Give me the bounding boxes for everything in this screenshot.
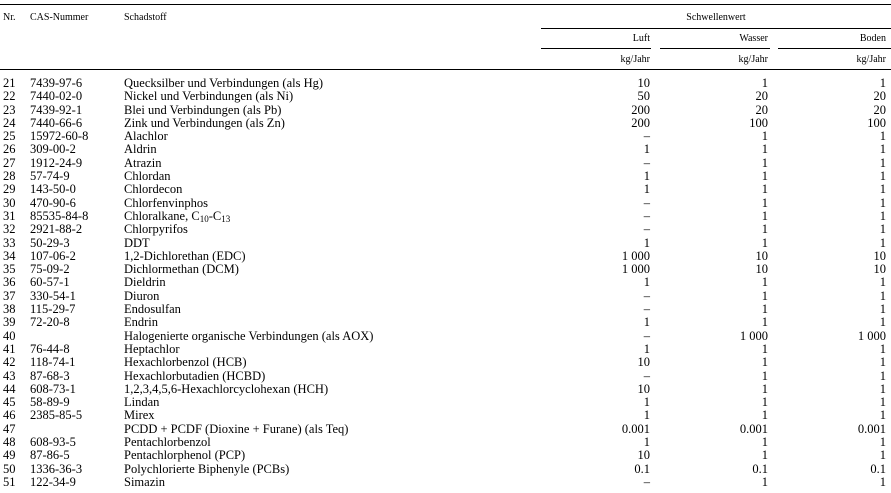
table-row: [0, 237, 891, 250]
row-boden-value: 0.1: [870, 461, 886, 476]
table-row: [0, 263, 891, 276]
row-number: 22: [3, 89, 16, 104]
row-cas-number: 72-20-8: [30, 315, 70, 330]
row-cas-number: 115-29-7: [30, 302, 76, 317]
row-cas-number: 15972-60-8: [30, 129, 89, 144]
subscript: 13: [221, 213, 231, 224]
row-number: 42: [3, 355, 16, 370]
row-cas-number: 1912-24-9: [30, 155, 83, 170]
row-wasser-value: 0.001: [739, 421, 768, 436]
row-wasser-value: 1: [761, 435, 768, 450]
table-row: [0, 330, 891, 343]
row-number: 31: [3, 208, 16, 223]
row-luft-value: 1: [643, 435, 650, 450]
row-number: 39: [3, 315, 16, 330]
row-substance: Simazin: [124, 474, 165, 489]
unit-luft: kg/Jahr: [620, 54, 650, 65]
row-cas-number: 1336-36-3: [30, 461, 83, 476]
table-row: [0, 77, 891, 90]
table-row: [0, 210, 891, 223]
row-boden-value: 1: [879, 448, 886, 463]
header-substance: Schadstoff: [124, 12, 167, 23]
row-cas-number: 309-00-2: [30, 142, 76, 157]
row-number: 34: [3, 248, 16, 263]
row-cas-number: 143-50-0: [30, 182, 76, 197]
row-boden-value: 1: [879, 341, 886, 356]
row-luft-value: –: [643, 328, 650, 343]
row-cas-number: 608-73-1: [30, 381, 76, 396]
row-wasser-value: 20: [755, 102, 768, 117]
row-boden-value: 100: [867, 115, 886, 130]
row-substance: Blei und Verbindungen (als Pb): [124, 102, 282, 117]
table-row: [0, 143, 891, 156]
row-boden-value: 10: [873, 248, 886, 263]
row-number: 40: [3, 328, 16, 343]
substance-text: -C: [208, 208, 222, 223]
row-boden-value: 1: [879, 182, 886, 197]
table-row: [0, 290, 891, 303]
row-cas-number: 107-06-2: [30, 248, 76, 263]
row-substance: Heptachlor: [124, 341, 180, 356]
row-number: 43: [3, 368, 16, 383]
row-number: 46: [3, 408, 16, 423]
row-boden-value: 1 000: [857, 328, 886, 343]
row-substance: PCDD + PCDF (Dioxine + Furane) (als Teq): [124, 421, 349, 436]
row-luft-value: 10: [637, 381, 650, 396]
row-substance: Dichlormethan (DCM): [124, 262, 239, 277]
row-luft-value: 10: [637, 355, 650, 370]
row-number: 28: [3, 169, 16, 184]
row-substance: Chlorfenvinphos: [124, 195, 209, 210]
row-luft-value: –: [643, 368, 650, 383]
row-luft-value: 0.1: [634, 461, 650, 476]
row-boden-value: 1: [879, 235, 886, 250]
row-luft-value: 1: [643, 142, 650, 157]
row-cas-number: 7440-02-0: [30, 89, 83, 104]
row-luft-value: –: [643, 222, 650, 237]
row-wasser-value: 1: [761, 302, 768, 317]
row-number: 27: [3, 155, 16, 170]
row-luft-value: 1: [643, 235, 650, 250]
row-cas-number: 85535-84-8: [30, 208, 89, 223]
row-cas-number: 58-89-9: [30, 395, 70, 410]
row-luft-value: 10: [637, 76, 650, 90]
table-row: [0, 303, 891, 316]
table-row: [0, 343, 891, 356]
row-luft-value: 1: [643, 182, 650, 197]
row-substance: Chlordan: [124, 169, 171, 184]
row-luft-value: –: [643, 155, 650, 170]
row-boden-value: 1: [879, 155, 886, 170]
header-cas: CAS-Nummer: [30, 12, 89, 23]
row-luft-value: 1: [643, 169, 650, 184]
table-top-rule: [0, 4, 891, 5]
row-boden-value: 20: [873, 102, 886, 117]
row-wasser-value: 0.1: [752, 461, 768, 476]
table-row: [0, 90, 891, 103]
table-row: [0, 250, 891, 263]
row-luft-value: 1: [643, 395, 650, 410]
row-wasser-value: 1: [761, 222, 768, 237]
row-wasser-value: 1: [761, 275, 768, 290]
row-cas-number: 76-44-8: [30, 341, 70, 356]
row-boden-value: 1: [879, 302, 886, 317]
row-number: 30: [3, 195, 16, 210]
table-row: [0, 183, 891, 196]
row-boden-value: 1: [879, 195, 886, 210]
row-substance: Polychlorierte Biphenyle (PCBs): [124, 461, 290, 476]
row-number: 45: [3, 395, 16, 410]
row-boden-value: 1: [879, 315, 886, 330]
row-substance: Pentachlorbenzol: [124, 435, 211, 450]
row-boden-value: 1: [879, 288, 886, 303]
table-row: [0, 316, 891, 329]
threshold-rule: [541, 28, 891, 29]
row-wasser-value: 1: [761, 315, 768, 330]
row-boden-value: 1: [879, 408, 886, 423]
row-wasser-value: 10: [755, 262, 768, 277]
table-row: [0, 423, 891, 436]
row-number: 47: [3, 421, 16, 436]
table-row: [0, 356, 891, 369]
row-number: 32: [3, 222, 16, 237]
row-cas-number: 330-54-1: [30, 288, 76, 303]
row-luft-value: 1 000: [621, 262, 650, 277]
row-boden-value: 1: [879, 381, 886, 396]
row-boden-value: 1: [879, 76, 886, 90]
header-boden: Boden: [859, 33, 886, 44]
row-number: 21: [3, 76, 16, 90]
row-boden-value: 1: [879, 275, 886, 290]
row-number: 37: [3, 288, 16, 303]
row-boden-value: 1: [879, 435, 886, 450]
row-luft-value: 1: [643, 275, 650, 290]
row-substance: Pentachlorphenol (PCP): [124, 448, 246, 463]
row-cas-number: 122-34-9: [30, 474, 76, 489]
row-substance: Chlordecon: [124, 182, 183, 197]
row-cas-number: 608-93-5: [30, 435, 76, 450]
row-substance: Lindan: [124, 395, 160, 410]
row-boden-value: 20: [873, 89, 886, 104]
row-wasser-value: 1: [761, 355, 768, 370]
row-wasser-value: 100: [749, 115, 768, 130]
row-luft-value: –: [643, 208, 650, 223]
row-number: 25: [3, 129, 16, 144]
substance-table-body: [0, 77, 891, 489]
row-wasser-value: 1: [761, 208, 768, 223]
row-wasser-value: 1: [761, 235, 768, 250]
row-boden-value: 1: [879, 129, 886, 144]
table-row: [0, 409, 891, 422]
row-cas-number: 7439-97-6: [30, 76, 83, 90]
row-cas-number: 57-74-9: [30, 169, 70, 184]
row-substance: Chlorpyrifos: [124, 222, 188, 237]
row-luft-value: 50: [637, 89, 650, 104]
row-substance: Halogenierte organische Verbindungen (als AOX): [124, 328, 374, 343]
row-wasser-value: 1: [761, 381, 768, 396]
table-row: [0, 276, 891, 289]
table-row: [0, 370, 891, 383]
row-cas-number: 470-90-6: [30, 195, 76, 210]
row-wasser-value: 1: [761, 474, 768, 489]
row-cas-number: 60-57-1: [30, 275, 70, 290]
table-row: [0, 117, 891, 130]
row-wasser-value: 1: [761, 341, 768, 356]
table-row: [0, 463, 891, 476]
row-wasser-value: 1: [761, 395, 768, 410]
row-number: 49: [3, 448, 16, 463]
row-substance: Zink und Verbindungen (als Zn): [124, 115, 285, 130]
row-boden-value: 1: [879, 169, 886, 184]
row-substance: Diuron: [124, 288, 160, 303]
row-wasser-value: 1: [761, 76, 768, 90]
row-wasser-value: 1: [761, 368, 768, 383]
row-number: 35: [3, 262, 16, 277]
row-cas-number: 75-09-2: [30, 262, 70, 277]
row-luft-value: –: [643, 302, 650, 317]
table-row: [0, 449, 891, 462]
boden-rule: [778, 48, 891, 49]
header-wasser: Wasser: [739, 33, 768, 44]
row-substance: Alachlor: [124, 129, 168, 144]
row-number: 51: [3, 474, 16, 489]
table-row: [0, 476, 891, 489]
header-nr: Nr.: [3, 12, 16, 23]
luft-rule: [541, 48, 651, 49]
row-substance: Hexachlorbenzol (HCB): [124, 355, 247, 370]
header-luft: Luft: [632, 33, 650, 44]
row-number: 48: [3, 435, 16, 450]
row-luft-value: 1: [643, 408, 650, 423]
row-cas-number: 7440-66-6: [30, 115, 83, 130]
row-number: 26: [3, 142, 16, 157]
table-row: [0, 436, 891, 449]
table-row: [0, 130, 891, 143]
row-substance: Atrazin: [124, 155, 162, 170]
row-number: 33: [3, 235, 16, 250]
row-cas-number: 118-74-1: [30, 355, 76, 370]
row-cas-number: 87-86-5: [30, 448, 70, 463]
row-boden-value: 1: [879, 208, 886, 223]
row-luft-value: 1: [643, 341, 650, 356]
row-wasser-value: 1: [761, 169, 768, 184]
row-wasser-value: 1: [761, 182, 768, 197]
table-row: [0, 104, 891, 117]
row-luft-value: –: [643, 474, 650, 489]
row-substance: Endosulfan: [124, 302, 181, 317]
row-boden-value: 1: [879, 368, 886, 383]
row-wasser-value: 10: [755, 248, 768, 263]
row-wasser-value: 1: [761, 155, 768, 170]
row-wasser-value: 1: [761, 408, 768, 423]
row-luft-value: 10: [637, 448, 650, 463]
row-substance: Aldrin: [124, 142, 157, 157]
row-boden-value: 1: [879, 142, 886, 157]
row-luft-value: 1 000: [621, 248, 650, 263]
substance-text: Chloralkane, C: [124, 208, 200, 223]
row-cas-number: 7439-92-1: [30, 102, 83, 117]
row-wasser-value: 1: [761, 448, 768, 463]
row-substance: Hexachlorbutadien (HCBD): [124, 368, 266, 383]
table-row: [0, 223, 891, 236]
row-boden-value: 0.001: [857, 421, 886, 436]
header-bottom-rule: [0, 69, 891, 70]
table-row: [0, 396, 891, 409]
row-number: 41: [3, 341, 16, 356]
row-substance: DDT: [124, 235, 150, 250]
row-substance: Nickel und Verbindungen (als Ni): [124, 89, 294, 104]
row-luft-value: 200: [631, 102, 650, 117]
row-boden-value: 1: [879, 222, 886, 237]
wasser-rule: [660, 48, 770, 49]
subscript: 10: [199, 213, 209, 224]
unit-wasser: kg/Jahr: [738, 54, 768, 65]
row-cas-number: 2921-88-2: [30, 222, 83, 237]
row-wasser-value: 20: [755, 89, 768, 104]
row-number: 24: [3, 115, 16, 130]
row-luft-value: –: [643, 129, 650, 144]
row-wasser-value: 1: [761, 195, 768, 210]
row-wasser-value: 1: [761, 288, 768, 303]
row-substance: Endrin: [124, 315, 159, 330]
row-cas-number: 2385-85-5: [30, 408, 83, 423]
row-luft-value: 200: [631, 115, 650, 130]
row-luft-value: –: [643, 195, 650, 210]
row-number: 50: [3, 461, 16, 476]
table-row: [0, 383, 891, 396]
row-number: 29: [3, 182, 16, 197]
row-substance: Mirex: [124, 408, 155, 423]
row-boden-value: 10: [873, 262, 886, 277]
table-row: [0, 157, 891, 170]
row-substance: 1,2-Dichlorethan (EDC): [124, 248, 246, 263]
row-wasser-value: 1: [761, 129, 768, 144]
row-luft-value: 1: [643, 315, 650, 330]
row-substance: 1,2,3,4,5,6-Hexachlorcyclohexan (HCH): [124, 381, 329, 396]
row-substance: Quecksilber und Verbindungen (als Hg): [124, 76, 324, 90]
row-number: 36: [3, 275, 16, 290]
row-boden-value: 1: [879, 474, 886, 489]
row-substance: Dieldrin: [124, 275, 166, 290]
row-boden-value: 1: [879, 395, 886, 410]
row-wasser-value: 1 000: [739, 328, 768, 343]
row-wasser-value: 1: [761, 142, 768, 157]
header-threshold: Schwellenwert: [686, 12, 746, 23]
row-number: 44: [3, 381, 16, 396]
table-row: [0, 170, 891, 183]
row-cas-number: 87-68-3: [30, 368, 70, 383]
table-row: [0, 197, 891, 210]
row-luft-value: –: [643, 288, 650, 303]
row-boden-value: 1: [879, 355, 886, 370]
unit-boden: kg/Jahr: [856, 54, 886, 65]
row-number: 23: [3, 102, 16, 117]
row-luft-value: 0.001: [621, 421, 650, 436]
row-cas-number: 50-29-3: [30, 235, 70, 250]
row-number: 38: [3, 302, 16, 317]
